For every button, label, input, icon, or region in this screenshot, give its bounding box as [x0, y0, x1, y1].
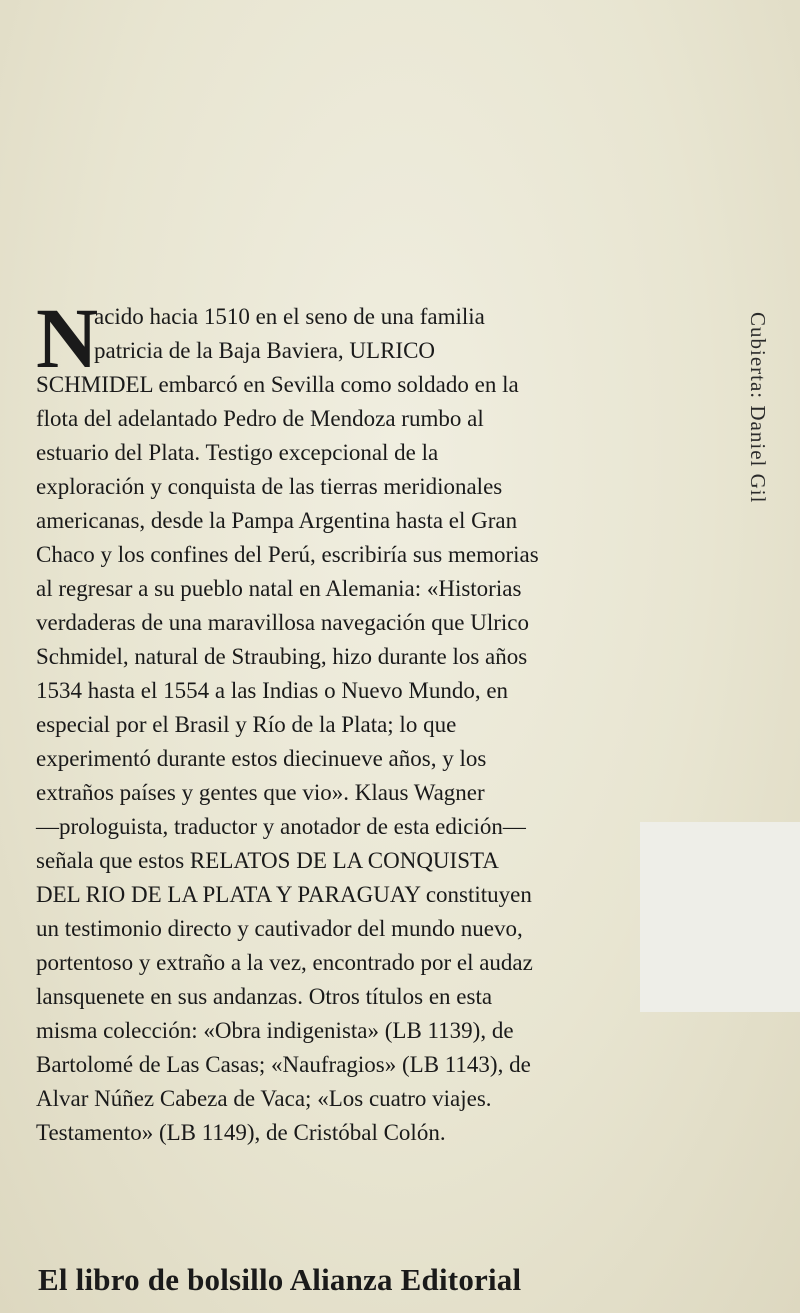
- blurb-line: Chaco y los confines del Perú, escribiría sus memorias: [36, 542, 539, 567]
- blurb-line: Testamento» (LB 1149), de Cristóbal Colón.: [36, 1120, 446, 1145]
- blurb-line: estuario del Plata. Testigo excepcional de la: [36, 440, 439, 465]
- blurb-line: verdaderas de una maravillosa navegación que Ulrico: [36, 610, 530, 635]
- blurb-line: DEL RIO DE LA PLATA Y PARAGUAY constituyen: [36, 882, 532, 907]
- blurb-line: SCHMIDEL embarcó en Sevilla como soldado en la: [36, 372, 519, 397]
- blurb-line: patricia de la Baja Baviera, ULRICO: [94, 338, 436, 363]
- blurb-line: exploración y conquista de las tierras meridionales: [36, 474, 503, 499]
- label-sticker: [640, 822, 800, 1012]
- blurb-line: señala que estos RELATOS DE LA CONQUISTA: [36, 848, 499, 873]
- blurb-line: flota del adelantado Pedro de Mendoza rumbo al: [36, 406, 484, 431]
- blurb-line: experimentó durante estos diecinueve años, y los: [36, 746, 487, 771]
- blurb-line: un testimonio directo y cautivador del mundo nuevo,: [36, 916, 523, 941]
- blurb-line: lansquenete en sus andanzas. Otros títulos en esta: [36, 984, 493, 1009]
- blurb-line: especial por el Brasil y Río de la Plata; lo que: [36, 712, 457, 737]
- blurb-line: misma colección: «Obra indigenista» (LB 1139), de: [36, 1018, 514, 1043]
- back-cover-blurb: [36, 290, 636, 1150]
- cover-credit: Cubierta: Daniel Gil: [746, 312, 770, 504]
- publisher-imprint: El libro de bolsillo Alianza Editorial: [38, 1262, 522, 1297]
- blurb-line: portentoso y extraño a la vez, encontrado por el audaz: [36, 950, 533, 975]
- drop-cap: N: [36, 290, 99, 386]
- blurb-line: extraños países y gentes que vio». Klaus Wagner: [36, 780, 485, 805]
- blurb-line: Alvar Núñez Cabeza de Vaca; «Los cuatro viajes.: [36, 1086, 492, 1111]
- blurb-line: Bartolomé de Las Casas; «Naufragios» (LB 1143), de: [36, 1052, 531, 1077]
- blurb-line: Schmidel, natural de Straubing, hizo durante los años: [36, 644, 528, 669]
- blurb-line: —prologuista, traductor y anotador de esta edición—: [36, 814, 526, 839]
- blurb-line: acido hacia 1510 en el seno de una familia: [94, 304, 485, 329]
- blurb-line: 1534 hasta el 1554 a las Indias o Nuevo Mundo, en: [36, 678, 509, 703]
- blurb-line: al regresar a su pueblo natal en Alemania: «Historias: [36, 576, 522, 601]
- blurb-line: americanas, desde la Pampa Argentina hasta el Gran: [36, 508, 518, 533]
